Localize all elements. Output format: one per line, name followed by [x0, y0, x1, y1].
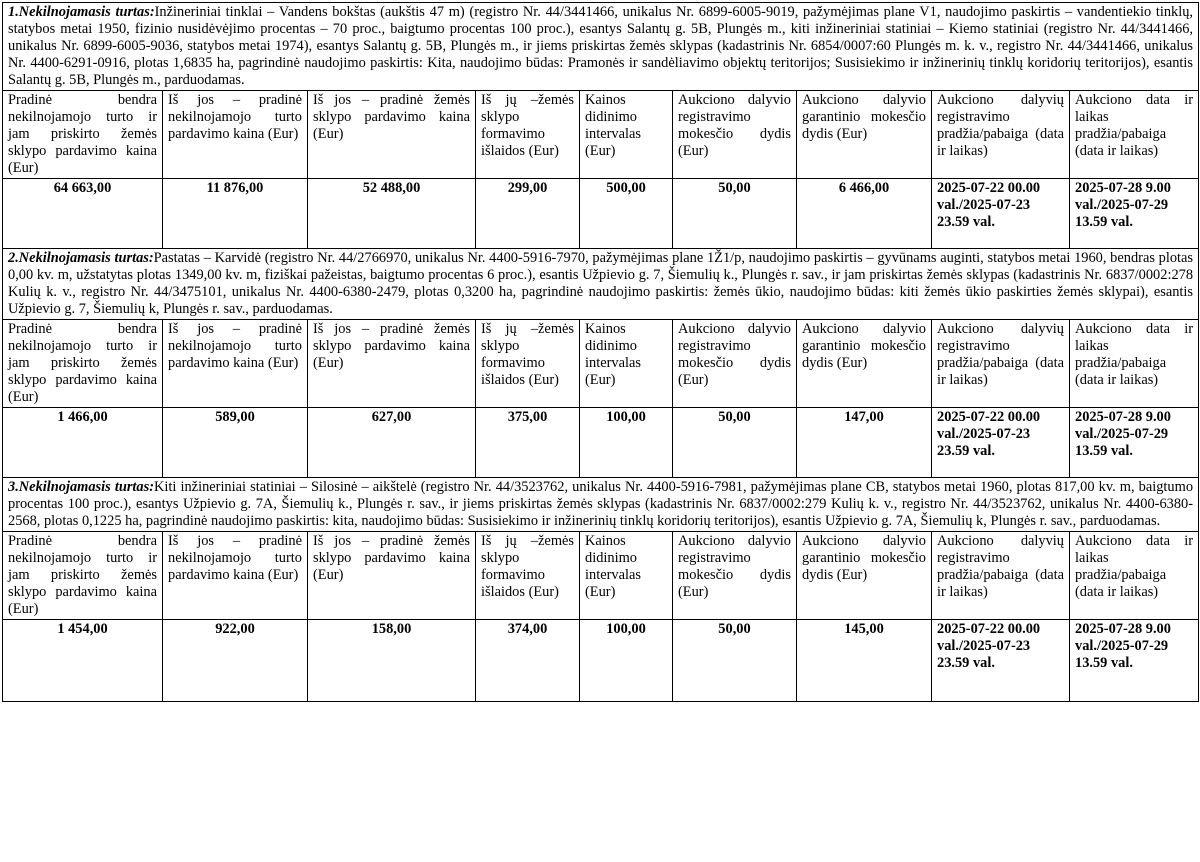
- value-cell-2: 589,00: [163, 408, 308, 478]
- value-row: [3, 408, 1199, 478]
- value-cell-4: 374,00: [476, 620, 580, 702]
- column-header-4: Iš jų –žemės sklypo formavimo išlaidos (Eur): [476, 532, 580, 620]
- value-cell-2: 11 876,00: [163, 179, 308, 249]
- column-header-8: Aukciono dalyvių registravimo pradžia/pabaiga (data ir laikas): [932, 320, 1070, 408]
- column-header-9: Aukciono data ir laikas pradžia/pabaiga (data ir laikas): [1070, 320, 1199, 408]
- value-cell-6: 50,00: [673, 408, 797, 478]
- auction-date-cell: 2025-07-28 9.00 val./2025-07-29 13.59 val.: [1070, 408, 1199, 478]
- column-header-2: Iš jos – pradinė nekilnojamojo turto pardavimo kaina (Eur): [163, 320, 308, 408]
- property-description: [3, 3, 1199, 91]
- auction-date-cell: 2025-07-28 9.00 val./2025-07-29 13.59 val.: [1070, 179, 1199, 249]
- column-header-5: Kainos didinimo intervalas (Eur): [580, 320, 673, 408]
- value-cell-3: 627,00: [308, 408, 476, 478]
- property-description: [3, 478, 1199, 532]
- value-cell-5: 100,00: [580, 408, 673, 478]
- property-heading: 2.Nekilnojamasis turtas:: [8, 250, 154, 266]
- property-description: [3, 249, 1199, 320]
- value-cell-6: 50,00: [673, 179, 797, 249]
- value-cell-2: 922,00: [163, 620, 308, 702]
- auction-date-cell: 2025-07-28 9.00 val./2025-07-29 13.59 val.: [1070, 620, 1199, 702]
- property-description-text: Inžineriniai tinklai – Vandens bokštas (aukštis 47 m) (registro Nr. 44/3441466, unikalus Nr. 6899-6005-9019, pažymėjimas plane V1, naudojimo paskirtis – vandentiekio tinklų, statybos metai 1950, fizinio nusidėvėjimo procentas – 70 proc., baigtumo procentas 100 proc.), esantys Salantų g. 5B, Plungės m., kiti inžineriniai statiniai – Kiemo statiniai (registro Nr. 44/3441466, unikalus Nr. 6899-6005-9036, statybos metai 1974), esantys Salantų g. 5B, Plungės m., ir jiems priskirtas žemės sklypas (kadastrinis Nr. 6854/0007:60 Plungės m. k. v., registro Nr. 44/3441466, unikalus Nr. 4400-6291-0916, plotas 1,6835 ha, pagrindinė naudojimo paskirtis: Kita, naudojimo būdas: Pramonės ir sandėliavimo objektų teritorijos; Susisiekimo ir inžinerinių tinklų koridorių teritorijos), esantis Salantų g. 5B, Plungės m., parduodamas.: [8, 4, 1194, 88]
- auction-table: [2, 2, 1199, 702]
- property-description-row: [3, 3, 1199, 91]
- column-header-row: [3, 532, 1199, 620]
- column-header-4: Iš jų –žemės sklypo formavimo išlaidos (Eur): [476, 320, 580, 408]
- value-cell-1: 64 663,00: [3, 179, 163, 249]
- registration-date-cell: 2025-07-22 00.00 val./2025-07-23 23.59 val.: [932, 179, 1070, 249]
- property-heading: 1.Nekilnojamasis turtas:: [8, 4, 155, 20]
- column-header-3: Iš jos – pradinė žemės sklypo pardavimo kaina (Eur): [308, 320, 476, 408]
- column-header-7: Aukciono dalyvio garantinio mokesčio dydis (Eur): [797, 532, 932, 620]
- value-cell-1: 1 454,00: [3, 620, 163, 702]
- column-header-1: Pradinė bendra nekilnojamojo turto ir jam priskirto žemės sklypo pardavimo kaina (Eur): [3, 91, 163, 179]
- value-cell-3: 158,00: [308, 620, 476, 702]
- column-header-4: Iš jų –žemės sklypo formavimo išlaidos (Eur): [476, 91, 580, 179]
- value-cell-4: 375,00: [476, 408, 580, 478]
- value-row: [3, 179, 1199, 249]
- value-cell-5: 500,00: [580, 179, 673, 249]
- value-row: [3, 620, 1199, 702]
- column-header-6: Aukciono dalyvio registravimo mokesčio dydis (Eur): [673, 532, 797, 620]
- property-description-text: Kiti inžineriniai statiniai – Silosinė – aikštelė (registro Nr. 44/3523762, unikalus Nr. 4400-5916-7981, pažymėjimas plane CB, statybos metai 1960, plotas 817,00 kv. m, baigtumo procentas 100 proc.), esantys Užpievio g. 7A, Šiemulių k., Plungės r. sav., ir jiems priskirtas žemės sklypas (kadastrinis Nr. 6837/0002:279 Kulių k. v., registro Nr. 44/3523762, unikalus Nr. 4400-6380-2568, plotas 0,1225 ha, pagrindinė naudojimo paskirtis: kita, naudojimo būdas: Susisiekimo ir inžinerinių tinklų koridorių teritorijos), esantis Užpievio g. 7A, Šiemulių k, Plungės r. sav., parduodamas.: [8, 479, 1194, 529]
- registration-date-cell: 2025-07-22 00.00 val./2025-07-23 23.59 val.: [932, 620, 1070, 702]
- column-header-9: Aukciono data ir laikas pradžia/pabaiga (data ir laikas): [1070, 532, 1199, 620]
- column-header-8: Aukciono dalyvių registravimo pradžia/pabaiga (data ir laikas): [932, 532, 1070, 620]
- column-header-5: Kainos didinimo intervalas (Eur): [580, 91, 673, 179]
- column-header-9: Aukciono data ir laikas pradžia/pabaiga (data ir laikas): [1070, 91, 1199, 179]
- column-header-row: [3, 91, 1199, 179]
- value-cell-7: 147,00: [797, 408, 932, 478]
- column-header-8: Aukciono dalyvių registravimo pradžia/pabaiga (data ir laikas): [932, 91, 1070, 179]
- column-header-6: Aukciono dalyvio registravimo mokesčio dydis (Eur): [673, 320, 797, 408]
- value-cell-7: 145,00: [797, 620, 932, 702]
- property-description-row: [3, 478, 1199, 532]
- column-header-3: Iš jos – pradinė žemės sklypo pardavimo kaina (Eur): [308, 91, 476, 179]
- value-cell-7: 6 466,00: [797, 179, 932, 249]
- column-header-2: Iš jos – pradinė nekilnojamojo turto pardavimo kaina (Eur): [163, 532, 308, 620]
- registration-date-cell: 2025-07-22 00.00 val./2025-07-23 23.59 val.: [932, 408, 1070, 478]
- column-header-row: [3, 320, 1199, 408]
- value-cell-1: 1 466,00: [3, 408, 163, 478]
- table-body: [3, 3, 1199, 702]
- column-header-7: Aukciono dalyvio garantinio mokesčio dydis (Eur): [797, 320, 932, 408]
- column-header-5: Kainos didinimo intervalas (Eur): [580, 532, 673, 620]
- property-description-text: Pastatas – Karvidė (registro Nr. 44/2766970, unikalus Nr. 4400-5916-7970, pažymėjimas plane 1Ž1/p, naudojimo paskirtis – gyvūnams auginti, statybos metai 1960, bendras plotas 0,00 kv. m, užstatytas plotas 1349,00 kv. m, fiziškai pažeistas, baigtumo procentas 6 proc.), esantis Užpievio g. 7, Šiemulių k., Plungės r. sav., ir jam priskirtas žemės sklypas (kadastrinis Nr. 6837/0002:278 Kulių k. v., registro Nr. 44/3475101, unikalus Nr. 4400-6380-2479, plotas 0,3200 ha, pagrindinė naudojimo paskirtis: žemės ūkio, naudojimo būdas: kiti žemės ūkio paskirties žemės sklypai), esantis Užpievio g. 7, Šiemulių k, Plungės r. sav., parduodamas.: [8, 250, 1194, 317]
- value-cell-5: 100,00: [580, 620, 673, 702]
- value-cell-3: 52 488,00: [308, 179, 476, 249]
- property-description-row: [3, 249, 1199, 320]
- column-header-2: Iš jos – pradinė nekilnojamojo turto pardavimo kaina (Eur): [163, 91, 308, 179]
- column-header-1: Pradinė bendra nekilnojamojo turto ir jam priskirto žemės sklypo pardavimo kaina (Eur): [3, 320, 163, 408]
- value-cell-4: 299,00: [476, 179, 580, 249]
- column-header-6: Aukciono dalyvio registravimo mokesčio dydis (Eur): [673, 91, 797, 179]
- property-heading: 3.Nekilnojamasis turtas:: [8, 479, 155, 495]
- value-cell-6: 50,00: [673, 620, 797, 702]
- column-header-1: Pradinė bendra nekilnojamojo turto ir jam priskirto žemės sklypo pardavimo kaina (Eur): [3, 532, 163, 620]
- column-header-3: Iš jos – pradinė žemės sklypo pardavimo kaina (Eur): [308, 532, 476, 620]
- column-header-7: Aukciono dalyvio garantinio mokesčio dydis (Eur): [797, 91, 932, 179]
